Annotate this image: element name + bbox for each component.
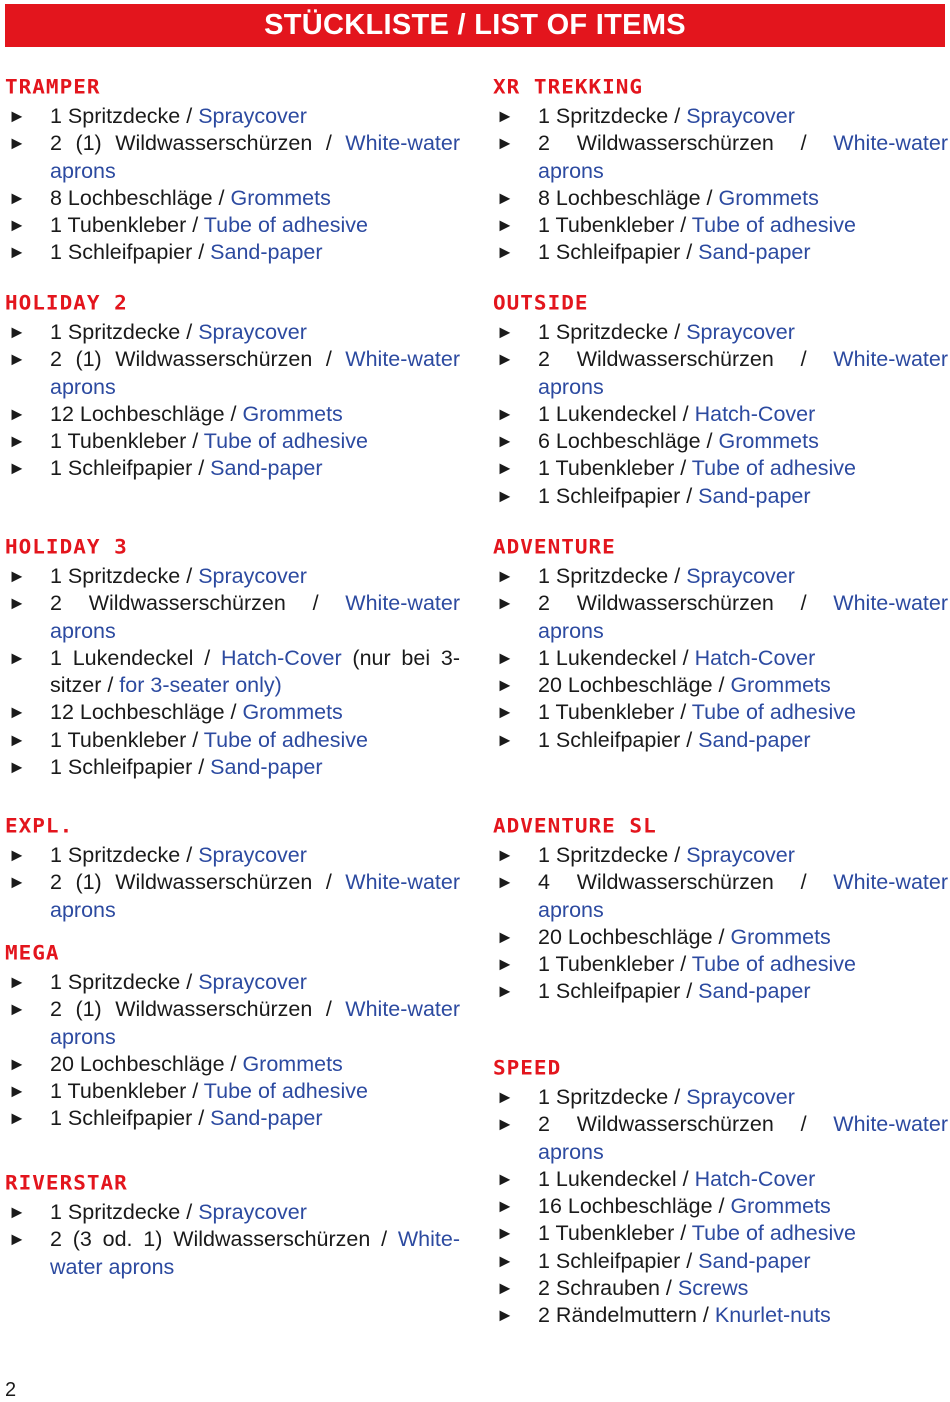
item-english: Sand-paper (210, 1106, 323, 1131)
item-german: 1 Tubenkleber / (538, 213, 692, 238)
list-item (493, 1275, 948, 1302)
item-english: Sand-paper (698, 727, 811, 752)
item-english: Spraycover (198, 104, 307, 128)
list-item (493, 1111, 948, 1166)
arrow-bullet-icon: ► (496, 954, 514, 975)
arrow-bullet-icon: ► (8, 647, 26, 668)
item-english: Grommets (230, 185, 331, 210)
arrow-bullet-icon: ► (496, 1250, 514, 1271)
item-english: Sand-paper (210, 456, 323, 481)
item-german: 20 Lochbeschläge / (50, 1051, 243, 1076)
item-german: 1 Tubenkleber / (538, 1221, 692, 1246)
arrow-bullet-icon: ► (8, 1053, 26, 1074)
item-german: 1 Spritzdecke / (50, 564, 199, 588)
item-german: 2 (1) Wildwasserschürzen / (50, 347, 346, 372)
arrow-bullet-icon: ► (8, 133, 26, 154)
item-german: 1 Spritzdecke / (538, 564, 687, 588)
page-number: 2 (5, 1379, 17, 1401)
list-item (493, 212, 948, 239)
list-item (493, 401, 948, 428)
arrow-bullet-icon: ► (8, 593, 26, 614)
item-german: 1 Schleifpapier / (538, 979, 699, 1004)
arrow-bullet-icon: ► (8, 999, 26, 1020)
arrow-bullet-icon: ► (496, 1223, 514, 1244)
list-item (5, 212, 460, 239)
arrow-bullet-icon: ► (496, 1168, 514, 1189)
list-item (493, 1193, 948, 1220)
list-item (493, 1084, 948, 1111)
item-german: 2 Wildwasserschürzen / (538, 131, 834, 156)
item-english: Tube of adhesive (203, 727, 368, 752)
item-german: 2 (1) Wildwasserschürzen / (50, 131, 346, 156)
section-tramper (5, 76, 460, 267)
arrow-bullet-icon: ► (8, 872, 26, 893)
item-english: Sand-paper (698, 979, 811, 1004)
item-german: 1 Spritzdecke / (50, 1200, 199, 1224)
item-english: Sand-paper (698, 483, 811, 508)
item-english: Grommets (242, 1051, 343, 1076)
arrow-bullet-icon: ► (496, 133, 514, 154)
item-german: 1 Tubenkleber / (50, 213, 204, 238)
item-german: 1 Spritzdecke / (538, 104, 687, 128)
section-title: OUTSIDE (493, 292, 589, 315)
item-english: Spraycover (686, 1085, 795, 1109)
list-item (5, 1105, 460, 1132)
item-german: 1 Tubenkleber / (50, 429, 204, 454)
item-german: 4 Wildwasserschürzen / (538, 870, 834, 895)
item-english-note: for 3-seater only) (119, 673, 282, 698)
list-item (5, 130, 460, 185)
item-english: Tube of adhesive (691, 213, 856, 238)
list-item (5, 455, 460, 482)
list-item (493, 483, 948, 510)
item-german: 2 (3 od. 1) Wildwasserschürzen / (50, 1227, 398, 1252)
list-item (493, 699, 948, 726)
item-english: Sand-paper (698, 240, 811, 265)
arrow-bullet-icon: ► (496, 1196, 514, 1217)
item-english: Grommets (242, 401, 343, 426)
list-item (5, 1051, 460, 1078)
item-english: Hatch-Cover (694, 401, 816, 426)
arrow-bullet-icon: ► (496, 675, 514, 696)
item-english: Spraycover (686, 320, 795, 344)
section-title: EXPL. (5, 815, 74, 838)
item-german: 20 Lochbeschläge / (538, 924, 731, 949)
arrow-bullet-icon: ► (496, 593, 514, 614)
list-item (493, 951, 948, 978)
section-title: TRAMPER (5, 76, 101, 99)
item-english: Grommets (730, 924, 831, 949)
item-german: 1 Tubenkleber / (538, 456, 692, 481)
item-english: Grommets (730, 1194, 831, 1219)
item-german: 12 Lochbeschläge / (50, 700, 243, 725)
list-item (5, 590, 460, 645)
list-item (5, 1078, 460, 1105)
arrow-bullet-icon: ► (496, 647, 514, 668)
section-mega (5, 942, 460, 1133)
arrow-bullet-icon: ► (496, 1305, 514, 1326)
list-item (493, 239, 948, 266)
list-item (5, 1226, 460, 1281)
item-english: White-water aprons (50, 347, 460, 399)
arrow-bullet-icon: ► (496, 926, 514, 947)
item-english: Hatch-Cover (694, 1166, 816, 1191)
list-item (5, 996, 460, 1051)
item-german: 1 Tubenkleber / (50, 1079, 204, 1104)
item-english: White-water aprons (50, 997, 460, 1049)
arrow-bullet-icon: ► (496, 458, 514, 479)
item-german: 1 Tubenkleber / (50, 727, 204, 752)
arrow-bullet-icon: ► (8, 1202, 26, 1222)
item-german: 1 Spritzdecke / (538, 1085, 687, 1109)
arrow-bullet-icon: ► (496, 729, 514, 750)
list-item (5, 401, 460, 428)
item-english: Spraycover (686, 104, 795, 128)
arrow-bullet-icon: ► (496, 845, 514, 865)
section-title: XR TREKKING (493, 76, 644, 99)
arrow-bullet-icon: ► (8, 403, 26, 424)
item-german: 2 Wildwasserschürzen / (50, 591, 346, 616)
list-item (5, 239, 460, 266)
arrow-bullet-icon: ► (8, 972, 26, 992)
item-english: White-water aprons (538, 1112, 948, 1164)
item-german: 1 Spritzdecke / (538, 843, 687, 867)
item-english: White-water aprons (538, 591, 948, 643)
arrow-bullet-icon: ► (496, 215, 514, 236)
item-english: White-water aprons (538, 347, 948, 399)
arrow-bullet-icon: ► (8, 215, 26, 236)
item-german: 1 Schleifpapier / (538, 1248, 699, 1273)
list-item (5, 645, 460, 700)
arrow-bullet-icon: ► (8, 566, 26, 586)
arrow-bullet-icon: ► (8, 458, 26, 479)
item-german: 1 Spritzdecke / (50, 843, 199, 867)
arrow-bullet-icon: ► (496, 981, 514, 1002)
item-english: Spraycover (686, 843, 795, 867)
item-german: 12 Lochbeschläge / (50, 401, 243, 426)
item-german: 1 Schleifpapier / (538, 483, 699, 508)
item-german: 16 Lochbeschläge / (538, 1194, 731, 1219)
arrow-bullet-icon: ► (8, 187, 26, 208)
item-german: 1 Lukendeckel / (538, 645, 695, 670)
section-title: MEGA (5, 942, 60, 965)
section-holiday-2 (5, 292, 460, 483)
item-english: Tube of adhesive (203, 429, 368, 454)
arrow-bullet-icon: ► (8, 106, 26, 126)
list-item (5, 103, 460, 130)
item-english: Spraycover (198, 320, 307, 344)
item-english: Spraycover (198, 564, 307, 588)
arrow-bullet-icon: ► (496, 242, 514, 263)
list-item (5, 842, 460, 869)
item-german: 20 Lochbeschläge / (538, 673, 731, 698)
list-item (493, 346, 948, 401)
list-item (5, 346, 460, 401)
item-german: 1 Schleifpapier / (538, 240, 699, 265)
section-expl (5, 815, 460, 924)
list-item (493, 455, 948, 482)
item-english: White-water aprons (50, 131, 460, 183)
list-item (5, 754, 460, 781)
list-item (5, 428, 460, 455)
list-item (493, 1302, 948, 1329)
item-german: 1 Lukendeckel / (50, 645, 221, 670)
list-item (5, 869, 460, 924)
list-item (493, 727, 948, 754)
arrow-bullet-icon: ► (8, 729, 26, 750)
list-item (493, 428, 948, 455)
arrow-bullet-icon: ► (496, 403, 514, 424)
section-outside (493, 292, 948, 510)
item-german: 1 Spritzdecke / (50, 320, 199, 344)
item-english: Grommets (718, 429, 819, 454)
section-adventure (493, 536, 948, 754)
item-german-note: (nur bei 3-sitzer / (50, 645, 460, 698)
list-item (493, 130, 948, 185)
arrow-bullet-icon: ► (8, 349, 26, 370)
arrow-bullet-icon: ► (8, 845, 26, 865)
list-item (5, 727, 460, 754)
item-english: Spraycover (198, 843, 307, 867)
item-english: Tube of adhesive (691, 1221, 856, 1246)
list-item (493, 1248, 948, 1275)
item-german: 8 Lochbeschläge / (538, 185, 719, 210)
item-german: 1 Spritzdecke / (538, 320, 687, 344)
item-german: 1 Spritzdecke / (50, 104, 199, 128)
item-english: Spraycover (198, 970, 307, 994)
arrow-bullet-icon: ► (496, 322, 514, 342)
list-item (5, 1199, 460, 1226)
arrow-bullet-icon: ► (496, 872, 514, 893)
list-item (5, 699, 460, 726)
item-german: 2 (1) Wildwasserschürzen / (50, 870, 346, 895)
item-english: Grommets (730, 673, 831, 698)
item-english: Tube of adhesive (691, 700, 856, 725)
item-english: Tube of adhesive (691, 952, 856, 977)
item-german: 2 (1) Wildwasserschürzen / (50, 997, 346, 1022)
item-german: 1 Schleifpapier / (50, 456, 211, 481)
item-english: White-water aprons (50, 870, 460, 922)
section-title: HOLIDAY 2 (5, 292, 128, 315)
arrow-bullet-icon: ► (496, 187, 514, 208)
page-title: STÜCKLISTE / LIST OF ITEMS (5, 4, 945, 47)
list-item (493, 672, 948, 699)
arrow-bullet-icon: ► (8, 757, 26, 778)
arrow-bullet-icon: ► (496, 566, 514, 586)
item-english: Tube of adhesive (203, 1079, 368, 1104)
item-german: 8 Lochbeschläge / (50, 185, 231, 210)
item-german: 1 Schleifpapier / (50, 240, 211, 265)
list-item (493, 185, 948, 212)
item-german: 1 Tubenkleber / (538, 700, 692, 725)
item-english: Sand-paper (210, 755, 323, 780)
item-english: White-water aprons (538, 870, 948, 922)
item-english: White-water aprons (50, 1227, 460, 1279)
item-english: Tube of adhesive (203, 213, 368, 238)
item-english: Spraycover (198, 1200, 307, 1224)
list-item (5, 319, 460, 346)
item-german: 2 Wildwasserschürzen / (538, 591, 834, 616)
item-german: 2 Rändelmuttern / (538, 1303, 715, 1328)
item-german: 1 Spritzdecke / (50, 970, 199, 994)
item-english: Spraycover (686, 564, 795, 588)
arrow-bullet-icon: ► (8, 702, 26, 723)
arrow-bullet-icon: ► (496, 1114, 514, 1135)
item-german: 2 Schrauben / (538, 1276, 678, 1301)
list-item (493, 869, 948, 924)
item-english: Hatch-Cover (220, 645, 342, 670)
list-item (493, 563, 948, 590)
section-title: RIVERSTAR (5, 1172, 128, 1195)
arrow-bullet-icon: ► (496, 1278, 514, 1299)
item-english: Tube of adhesive (691, 456, 856, 481)
section-speed (493, 1057, 948, 1330)
arrow-bullet-icon: ► (496, 431, 514, 452)
item-german: 2 Wildwasserschürzen / (538, 1112, 834, 1137)
item-english: White-water aprons (538, 131, 948, 183)
section-adventure-sl (493, 815, 948, 1006)
arrow-bullet-icon: ► (496, 1087, 514, 1107)
item-english: Screws (677, 1276, 749, 1301)
arrow-bullet-icon: ► (8, 322, 26, 342)
section-title: ADVENTURE SL (493, 815, 657, 838)
section-title: HOLIDAY 3 (5, 536, 128, 559)
item-english: Hatch-Cover (694, 645, 816, 670)
list-item (493, 645, 948, 672)
arrow-bullet-icon: ► (496, 702, 514, 723)
arrow-bullet-icon: ► (496, 106, 514, 126)
arrow-bullet-icon: ► (8, 1108, 26, 1129)
list-item (493, 842, 948, 869)
list-item (5, 969, 460, 996)
arrow-bullet-icon: ► (496, 349, 514, 370)
item-english: Sand-paper (698, 1248, 811, 1273)
list-item (493, 924, 948, 951)
section-title: ADVENTURE (493, 536, 616, 559)
item-english: Grommets (242, 700, 343, 725)
list-item (493, 103, 948, 130)
section-riverstar (5, 1172, 460, 1281)
list-item (5, 563, 460, 590)
section-holiday-3 (5, 536, 460, 781)
arrow-bullet-icon: ► (8, 1229, 26, 1250)
item-german: 1 Schleifpapier / (50, 755, 211, 780)
item-german: 2 Wildwasserschürzen / (538, 347, 834, 372)
arrow-bullet-icon: ► (8, 242, 26, 263)
arrow-bullet-icon: ► (496, 485, 514, 506)
item-english: Sand-paper (210, 240, 323, 265)
item-english: Knurlet-nuts (714, 1303, 831, 1328)
list-item (493, 1166, 948, 1193)
item-german: 1 Schleifpapier / (538, 727, 699, 752)
list-item (493, 319, 948, 346)
item-english: White-water aprons (50, 591, 460, 643)
list-item (5, 185, 460, 212)
list-item (493, 590, 948, 645)
item-german: 1 Schleifpapier / (50, 1106, 211, 1131)
item-german: 1 Tubenkleber / (538, 952, 692, 977)
item-german: 1 Lukendeckel / (538, 401, 695, 426)
section-xr-trekking (493, 76, 948, 267)
item-english: Grommets (718, 185, 819, 210)
arrow-bullet-icon: ► (8, 431, 26, 452)
item-german: 1 Lukendeckel / (538, 1166, 695, 1191)
list-item (493, 1220, 948, 1247)
section-title: SPEED (493, 1057, 562, 1080)
list-item (493, 978, 948, 1005)
item-german: 6 Lochbeschläge / (538, 429, 719, 454)
arrow-bullet-icon: ► (8, 1081, 26, 1102)
